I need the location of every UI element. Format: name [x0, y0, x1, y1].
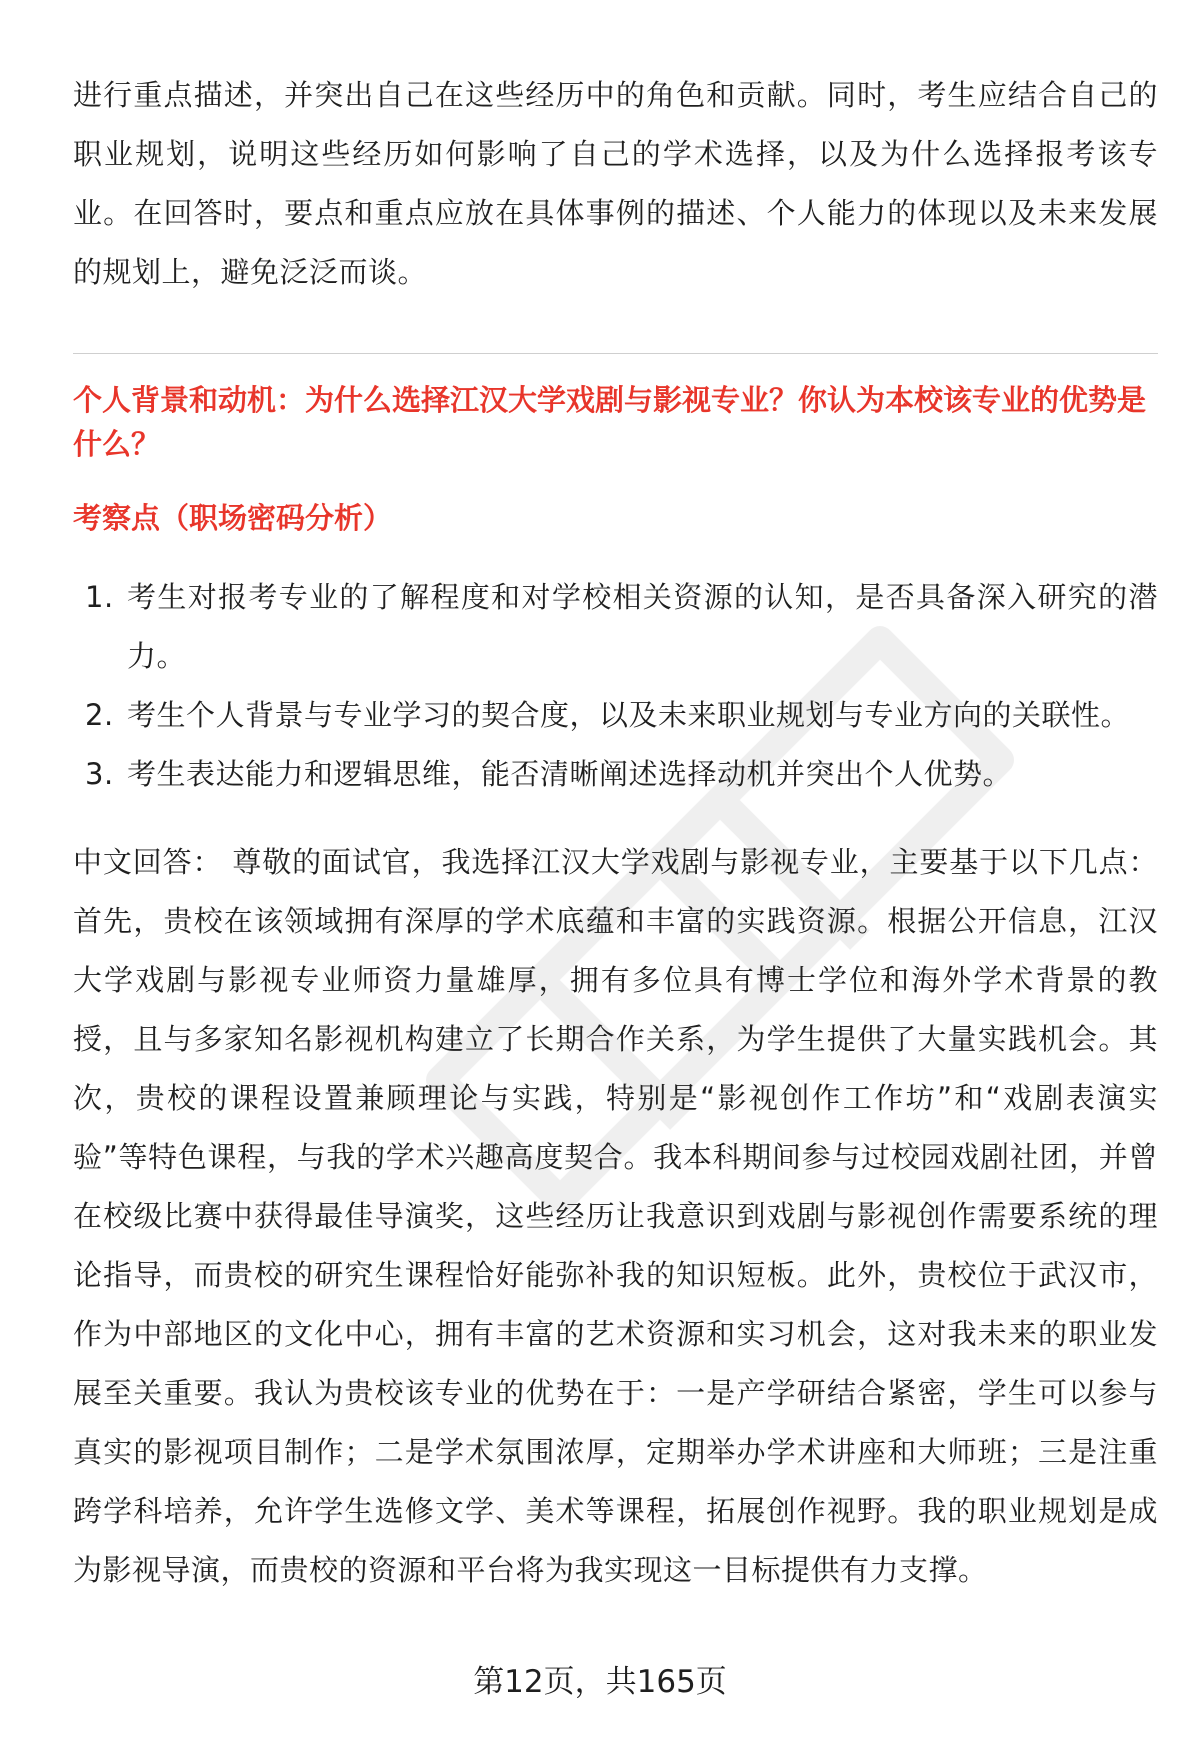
- question-heading: 个人背景和动机：为什么选择江汉大学戏剧与影视专业？你认为本校该专业的优势是什么？: [73, 383, 1147, 461]
- list-item: [73, 686, 1158, 745]
- intro-paragraph: 进行重点描述，并突出自己在这些经历中的角色和贡献。同时，考生应结合自己的职业规划，说明这些经历如何影响了自己的学术选择，以及为什么选择报考该专业。在回答时，要点和重点应放在具体事例的描述、个人能力的体现以及未来发展的规划上，避免泛泛而谈。: [73, 78, 1158, 289]
- page-number-footer: 第12页，共165页: [473, 1664, 727, 1700]
- list-item: [73, 568, 1158, 686]
- list-item: [73, 745, 1158, 804]
- list-item-number: 2.: [85, 698, 114, 732]
- section-divider: [73, 353, 1158, 354]
- list-item-text: 考生表达能力和逻辑思维，能否清晰阐述选择动机并突出个人优势。: [127, 757, 1013, 791]
- list-item-number: 1.: [85, 580, 114, 614]
- list-item-text: 考生个人背景与专业学习的契合度，以及未来职业规划与专业方向的关联性。: [127, 698, 1131, 732]
- list-item-number: 3.: [85, 757, 114, 791]
- assessment-points-list: [73, 568, 1158, 804]
- answer-paragraph: 中文回答： 尊敬的面试官，我选择江汉大学戏剧与影视专业，主要基于以下几点：首先，贵校在该领域拥有深厚的学术底蕴和丰富的实践资源。根据公开信息，江汉大学戏剧与影视专业师资力量雄厚，拥有多位具有博士学位和海外学术背景的教授，且与多家知名影视机构建立了长期合作关系，为学生提供了大量实践机会。其次，贵校的课程设置兼顾理论与实践，特别是“影视创作工作坊”和“戏剧表演实验”等特色课程，与我的学术兴趣高度契合。我本科期间参与过校园戏剧社团，并曾在校级比赛中获得最佳导演奖，这些经历让我意识到戏剧与影视创作需要系统的理论指导，而贵校的研究生课程恰好能弥补我的知识短板。此外，贵校位于武汉市，作为中部地区的文化中心，拥有丰富的艺术资源和实习机会，这对我未来的职业发展至关重要。我认为贵校该专业的优势在于：一是产学研结合紧密，学生可以参与真实的影视项目制作；二是学术氛围浓厚，定期举办学术讲座和大师班；三是注重跨学科培养，允许学生选修文学、美术等课程，拓展创作视野。我的职业规划是成为影视导演，而贵校的资源和平台将为我实现这一目标提供有力支撑。: [73, 845, 1158, 1587]
- section-heading: 考察点（职场密码分析）: [73, 501, 393, 535]
- list-item-text: 考生对报考专业的了解程度和对学校相关资源的认知，是否具备深入研究的潜力。: [127, 580, 1158, 673]
